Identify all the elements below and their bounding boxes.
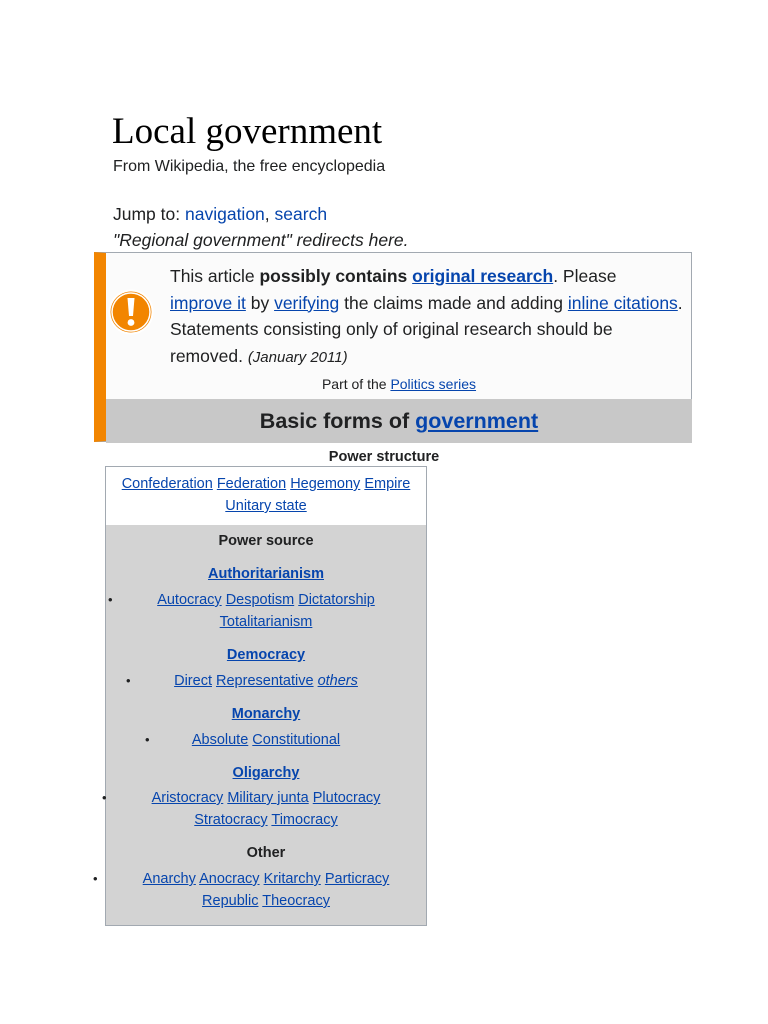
notice-text <box>170 263 690 371</box>
monarchy-heading <box>106 703 426 725</box>
notice-text-part: the claims made and adding <box>339 292 568 313</box>
monarchy-items <box>106 729 426 751</box>
jump-search-link[interactable]: search <box>274 204 328 224</box>
power-structure-label: Power structure <box>328 449 440 465</box>
notice-bold-text: possibly contains <box>259 266 413 286</box>
notice-date: (January 2011) <box>247 348 348 366</box>
improve-it-link[interactable]: improve it <box>170 292 246 313</box>
dictatorship-link[interactable]: Dictatorship <box>298 592 375 608</box>
oligarchy-link[interactable]: Oligarchy <box>232 765 300 781</box>
list-bullet: • <box>102 790 107 805</box>
redirect-hatnote: "Regional government" redirects here. <box>113 230 409 250</box>
hegemony-link[interactable]: Hegemony <box>290 476 361 492</box>
verifying-link[interactable]: verifying <box>274 292 340 313</box>
monarchy-link[interactable]: Monarchy <box>231 706 301 722</box>
plutocracy-link[interactable]: Plutocracy <box>312 790 381 806</box>
government-link[interactable]: government <box>415 409 539 433</box>
democracy-link[interactable]: Democracy <box>226 647 306 663</box>
power-structure-links <box>106 473 426 517</box>
theocracy-link[interactable]: Theocracy <box>262 893 330 909</box>
other-label: Other <box>246 845 286 861</box>
authoritarianism-heading <box>106 563 426 585</box>
part-of-text: Part of the <box>321 376 391 392</box>
list-bullet: • <box>108 592 113 607</box>
particracy-link[interactable]: Particracy <box>324 871 390 887</box>
notice-text-part: by <box>245 292 275 313</box>
constitutional-link[interactable]: Constitutional <box>252 732 341 748</box>
democracy-others-link[interactable]: others <box>317 673 358 689</box>
sidebar-header-text: Basic forms of <box>259 409 416 433</box>
aristocracy-link[interactable]: Aristocracy <box>151 790 224 806</box>
sidebar-header <box>106 399 692 443</box>
representative-link[interactable]: Representative <box>216 673 314 689</box>
kritarchy-link[interactable]: Kritarchy <box>263 871 321 887</box>
unitary-state-link[interactable]: Unitary state <box>225 498 307 514</box>
oligarchy-heading <box>106 762 426 784</box>
power-source-label: Power source <box>218 533 314 549</box>
military-junta-link[interactable]: Military junta <box>227 790 309 806</box>
stratocracy-link[interactable]: Stratocracy <box>194 812 268 828</box>
original-research-link[interactable]: original research <box>412 266 554 286</box>
absolute-link[interactable]: Absolute <box>191 732 249 748</box>
authoritarianism-link[interactable]: Authoritarianism <box>207 566 324 582</box>
oligarchy-items <box>106 787 426 831</box>
despotism-link[interactable]: Despotism <box>225 592 295 608</box>
other-items <box>106 868 426 912</box>
jump-to-label: Jump to: <box>113 204 181 224</box>
democracy-heading <box>106 644 426 666</box>
page-title: Local government <box>112 111 383 152</box>
list-bullet: • <box>126 673 131 688</box>
inline-citations-link[interactable]: inline citations <box>567 292 678 313</box>
jump-navigation-link[interactable]: navigation <box>185 204 265 224</box>
totalitarianism-link[interactable]: Totalitarianism <box>219 614 313 630</box>
direct-link[interactable]: Direct <box>174 673 212 689</box>
autocracy-link[interactable]: Autocracy <box>157 592 222 608</box>
confederation-link[interactable]: Confederation <box>121 476 213 492</box>
anarchy-link[interactable]: Anarchy <box>142 871 196 887</box>
federation-link[interactable]: Federation <box>216 476 287 492</box>
notice-text-part: This article <box>170 266 260 286</box>
notice-text-part: Statements consisting only of original research should be removed. <box>170 319 613 366</box>
list-bullet: • <box>145 732 150 747</box>
notice-text-part: . <box>677 292 683 313</box>
republic-link[interactable]: Republic <box>202 893 259 909</box>
timocracy-link[interactable]: Timocracy <box>271 812 338 828</box>
exclamation-icon <box>108 289 154 335</box>
democracy-items <box>106 670 426 692</box>
list-bullet: • <box>93 871 98 886</box>
jump-to-bar <box>113 202 327 226</box>
jump-separator: , <box>264 204 270 224</box>
politics-series-link[interactable]: Politics series <box>390 376 477 392</box>
anocracy-link[interactable]: Anocracy <box>199 871 260 887</box>
authoritarianism-items <box>106 589 426 633</box>
notice-text-part: . Please <box>553 266 617 286</box>
empire-link[interactable]: Empire <box>364 476 411 492</box>
politics-series-caption <box>106 372 692 396</box>
page-tagline: From Wikipedia, the free encyclopedia <box>113 158 386 175</box>
